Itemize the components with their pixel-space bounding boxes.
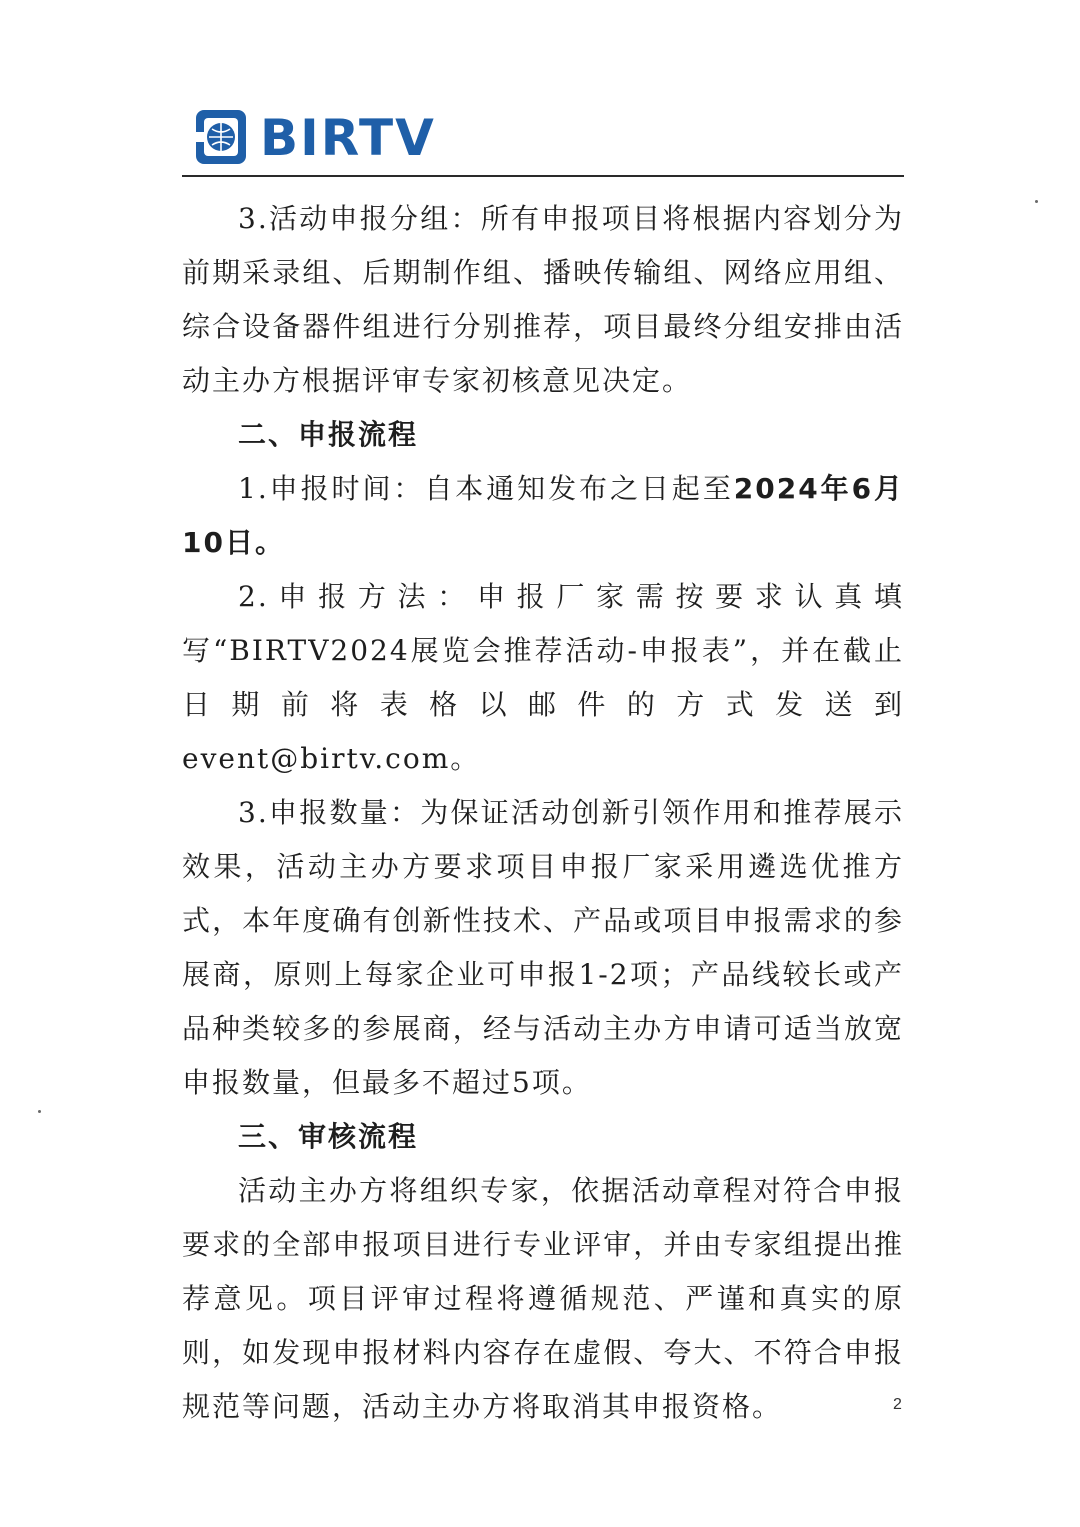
birtv-logo-icon (194, 108, 248, 166)
header-divider (182, 175, 904, 177)
letterhead (182, 100, 904, 180)
section-heading-application-process: 二、申报流程 (238, 418, 419, 451)
paragraph-application-time (182, 462, 904, 570)
page-number: 2 (893, 1396, 902, 1413)
paragraph-application-quantity: 3.申报数量：为保证活动创新引领作用和推荐展示效果，活动主办方要求项目申报厂家采用遴选优推方式，本年度确有创新性技术、产品或项目申报需求的参展商，原则上每家企业可申报1-2项；产品线较长或产品种类较多的参展商，经与活动主办方申请可适当放宽申报数量，但最多不超过5项。 (182, 796, 904, 1099)
scan-speck (38, 1110, 41, 1113)
application-deadline: 2024年6月10日。 (182, 472, 904, 559)
scan-speck (1035, 200, 1038, 203)
document-body (182, 192, 904, 1434)
section-heading-review-process: 三、审核流程 (238, 1120, 419, 1153)
paragraph-grouping: 3.活动申报分组：所有申报项目将根据内容划分为前期采录组、后期制作组、播映传输组、网络应用组、综合设备器件组进行分别推荐，项目最终分组安排由活动主办方根据评审专家初核意见决定。 (182, 202, 904, 397)
application-time-text: 1.申报时间：自本通知发布之日起至 (238, 472, 734, 505)
logo-wordmark: BIRTV (260, 109, 436, 167)
paragraph-review: 活动主办方将组织专家，依据活动章程对符合申报要求的全部申报项目进行专业评审，并由专家组提出推荐意见。项目评审过程将遵循规范、严谨和真实的原则，如发现申报材料内容存在虚假、夸大、不符合申报规范等问题，活动主办方将取消其申报资格。 (182, 1174, 904, 1423)
paragraph-application-method: 2.申报方法：申报厂家需按要求认真填写“BIRTV2024展览会推荐活动-申报表”，并在截止日期前将表格以邮件的方式发送到event@birtv.com。 (182, 580, 904, 775)
